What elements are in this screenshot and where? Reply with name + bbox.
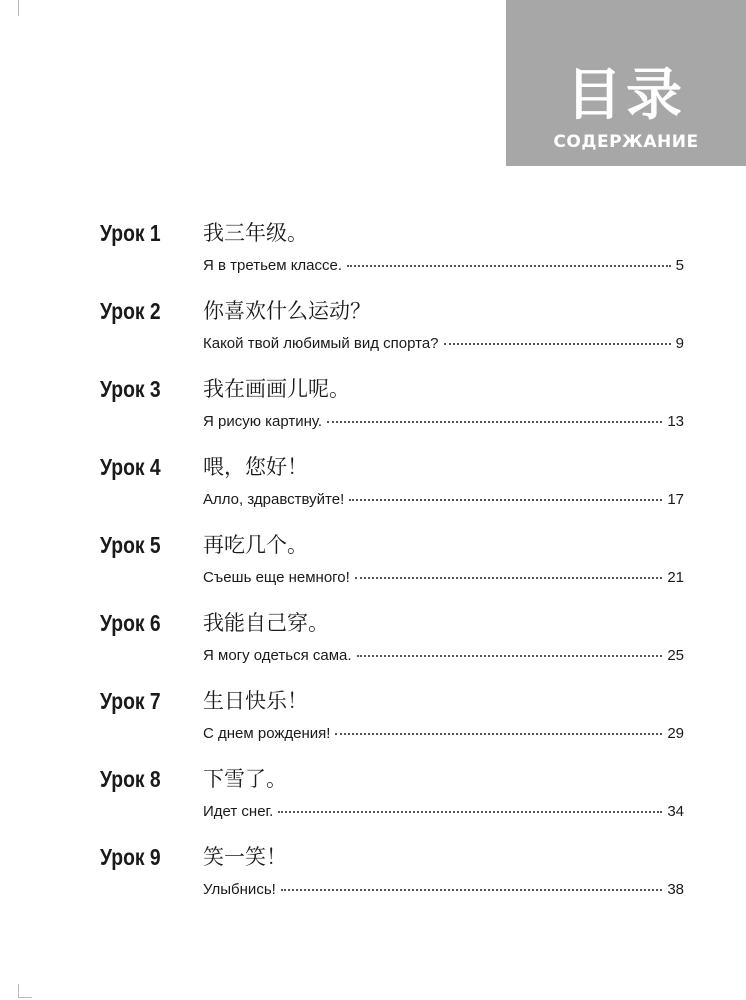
lesson-number: Урок 8	[100, 766, 161, 792]
lesson-line	[203, 490, 684, 510]
lesson-title-russian: Съешь еще немного!	[203, 569, 350, 586]
lesson-title-chinese: 我三年级。	[203, 221, 308, 245]
lesson-line	[203, 412, 684, 432]
lesson-title-russian: Алло, здравствуйте!	[203, 491, 345, 508]
lesson-title-russian: С днем рождения!	[203, 725, 331, 742]
lesson-number: Урок 9	[100, 844, 161, 870]
page-number: 29	[667, 725, 684, 742]
lesson-line	[203, 880, 684, 900]
lesson-title-chinese: 你喜欢什么运动？	[203, 299, 371, 323]
toc-entry-8[interactable]	[0, 758, 746, 828]
page-number: 25	[667, 647, 684, 664]
dot-leader	[278, 811, 662, 813]
dot-leader	[444, 343, 671, 345]
lesson-number: Урок 3	[100, 376, 161, 402]
lesson-title-chinese: 我在画画儿呢。	[203, 377, 350, 401]
page-number: 34	[667, 803, 684, 820]
page-number: 5	[675, 257, 684, 274]
lesson-number: Урок 5	[100, 532, 161, 558]
dot-leader	[347, 265, 671, 267]
lesson-number: Урок 1	[100, 220, 161, 246]
dot-leader	[355, 577, 663, 579]
dot-leader	[335, 733, 662, 735]
lesson-number: Урок 6	[100, 610, 161, 636]
lesson-title-chinese: 下雪了。	[203, 767, 287, 791]
page-number: 17	[667, 491, 684, 508]
lesson-title-russian: Я могу одеться сама.	[203, 647, 352, 664]
toc-entry-4[interactable]	[0, 446, 746, 516]
crop-mark-horizontal	[18, 997, 32, 998]
page-subtitle: СОДЕРЖАНИЕ	[553, 132, 699, 152]
lesson-title-chinese: 我能自己穿。	[203, 611, 329, 635]
lesson-line	[203, 724, 684, 744]
lesson-title-russian: Улыбнись!	[203, 881, 276, 898]
lesson-title-chinese: 生日快乐！	[203, 689, 308, 713]
toc-entry-6[interactable]	[0, 602, 746, 672]
lesson-title-chinese: 喂，您好！	[203, 455, 308, 479]
lesson-title-russian: Какой твой любимый вид спорта?	[203, 335, 439, 352]
lesson-line	[203, 646, 684, 666]
toc-entry-3[interactable]	[0, 368, 746, 438]
toc-entry-1[interactable]	[0, 212, 746, 282]
page-number: 13	[667, 413, 684, 430]
page-number: 21	[667, 569, 684, 586]
dot-leader	[327, 421, 662, 423]
page-number: 38	[667, 881, 684, 898]
toc-entry-2[interactable]	[0, 290, 746, 360]
dot-leader	[281, 889, 663, 891]
lesson-title-russian: Я в третьем классе.	[203, 257, 343, 274]
lesson-title-chinese: 再吃几个。	[203, 533, 308, 557]
page-title: 目录	[566, 63, 686, 128]
dot-leader	[357, 655, 663, 657]
crop-mark-top	[18, 0, 19, 16]
lesson-title-russian: Я рисую картину.	[203, 413, 323, 430]
header-block	[506, 0, 746, 166]
crop-mark-vertical	[18, 984, 19, 998]
lesson-line	[203, 256, 684, 276]
lesson-number: Урок 7	[100, 688, 161, 714]
lesson-title-russian: Идет снег.	[203, 803, 274, 820]
lesson-line	[203, 802, 684, 822]
lesson-line	[203, 568, 684, 588]
lesson-title-chinese: 笑一笑！	[203, 845, 287, 869]
toc-entry-7[interactable]	[0, 680, 746, 750]
dot-leader	[349, 499, 662, 501]
lesson-line	[203, 334, 684, 354]
page-number: 9	[675, 335, 684, 352]
toc-entry-9[interactable]	[0, 836, 746, 906]
lesson-number: Урок 4	[100, 454, 161, 480]
toc-entry-5[interactable]	[0, 524, 746, 594]
lesson-number: Урок 2	[100, 298, 161, 324]
